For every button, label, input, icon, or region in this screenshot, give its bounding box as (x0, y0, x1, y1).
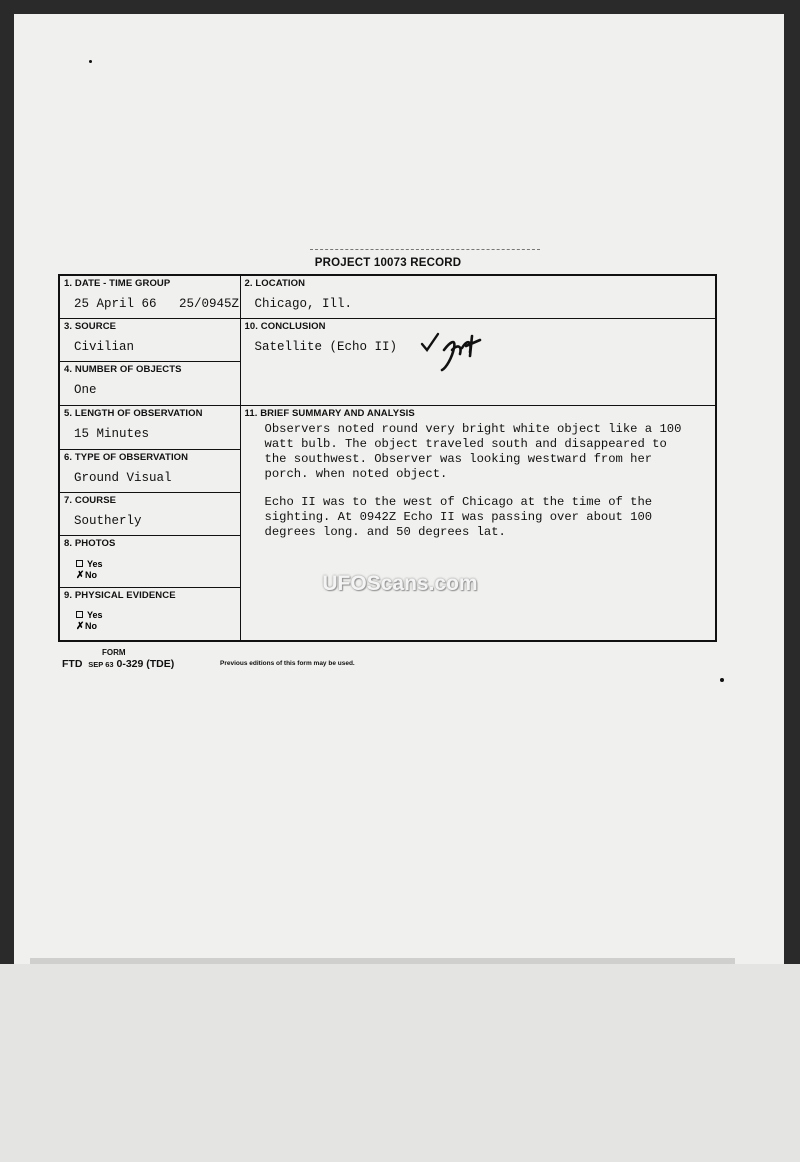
form-note: Previous editions of this form may be used. (220, 660, 355, 667)
watermark: UFOScans.com (322, 572, 478, 595)
form-label: FORM (102, 648, 126, 657)
type-of-observation-label: 6. TYPE OF OBSERVATION (64, 451, 189, 463)
form-date: SEP 63 (88, 660, 114, 669)
form-id (62, 658, 174, 670)
source-cell (59, 318, 240, 361)
scan-edge-right (784, 0, 800, 964)
physical-evidence-yes-label: Yes (87, 609, 103, 620)
date-time-value: 25 April 66 25/0945Z (74, 297, 240, 311)
number-of-objects-label: 4. NUMBER OF OBJECTS (64, 363, 182, 375)
conclusion-label: 10. CONCLUSION (244, 320, 326, 332)
type-of-observation-cell (59, 449, 240, 492)
number-of-objects-value: One (74, 382, 97, 397)
physical-evidence-no-label: No (85, 620, 97, 631)
scan-edge-left (0, 0, 14, 964)
source-value: Civilian (74, 339, 135, 354)
source-label: 3. SOURCE (64, 320, 117, 332)
course-value: Southerly (74, 513, 142, 528)
summary-text (265, 422, 712, 540)
physical-evidence-yes-option (76, 610, 236, 621)
conclusion-value: Satellite (Echo II) (254, 339, 398, 354)
physical-evidence-cell (59, 587, 240, 641)
handwritten-checkmark-icon (410, 328, 490, 374)
form-number: 0-329 (TDE) (116, 658, 175, 670)
physical-evidence-no-option (76, 621, 236, 632)
background-surface (0, 964, 800, 1162)
course-cell (59, 492, 240, 535)
record-title: PROJECT 10073 RECORD (314, 257, 462, 269)
length-of-observation-cell (59, 405, 240, 449)
date-time-label: 1. DATE - TIME GROUP (64, 278, 171, 289)
check-x-icon: ✗ (76, 569, 85, 581)
location-label: 2. LOCATION (244, 278, 306, 289)
photos-no-label: No (85, 569, 97, 580)
summary-paragraph: Observers noted round very bright white object like a 100 watt bulb. The object traveled south and disappeared to the southwest. Observer was looking westward from her porch. when noted object. (264, 421, 682, 481)
scan-speck (89, 60, 92, 63)
top-dashed-line (310, 249, 540, 250)
course-label: 7. COURSE (64, 494, 117, 506)
physical-evidence-label: 9. PHYSICAL EVIDENCE (64, 589, 176, 601)
summary-paragraph: Echo II was to the west of Chicago at the time of the sighting. At 0942Z Echo II was passing over about 100 degrees long. and 50 degrees lat. (264, 494, 653, 539)
photos-no-option (76, 570, 236, 581)
checkbox-icon (76, 560, 83, 567)
length-of-observation-value: 15 Minutes (74, 426, 150, 441)
photos-cell (59, 535, 240, 587)
location-value: Chicago, Ill. (254, 297, 353, 311)
date-time-cell (59, 275, 240, 318)
photos-label: 8. PHOTOS (64, 537, 116, 549)
type-of-observation-value: Ground Visual (74, 470, 172, 485)
photos-yes-option (76, 559, 236, 570)
photos-yes-label: Yes (87, 558, 103, 569)
check-x-icon: ✗ (76, 620, 85, 632)
scan-speck (720, 678, 724, 682)
length-of-observation-label: 5. LENGTH OF OBSERVATION (64, 407, 203, 419)
location-cell (240, 275, 716, 318)
checkbox-icon (76, 611, 83, 618)
form-id-prefix: FTD (62, 658, 83, 670)
summary-cell (240, 405, 716, 641)
number-of-objects-cell (59, 361, 240, 405)
summary-label: 11. BRIEF SUMMARY AND ANALYSIS (244, 407, 415, 419)
scan-edge-top (0, 0, 800, 14)
